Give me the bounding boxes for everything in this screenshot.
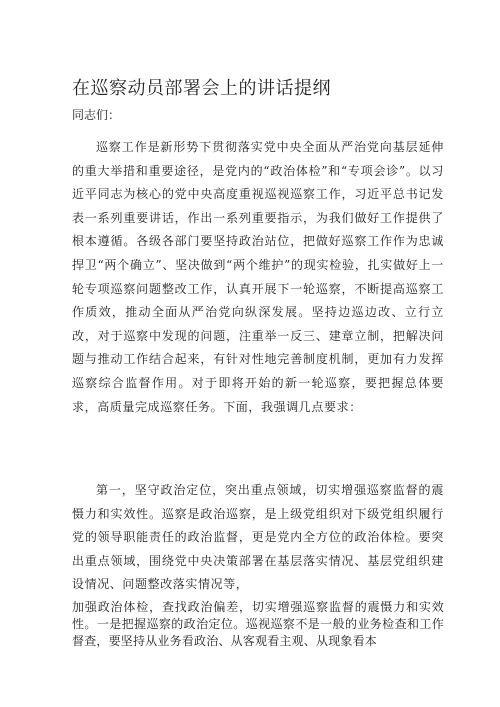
salutation: 同志们： [72, 108, 121, 122]
paragraph-intro: 巡察工作是新形势下贯彻落实党中央全面从严治党向基层延伸的重大举措和重要途径，是党内的“政治体检”和“专项会诊”。以习近平同志为核心的党中央高度重视巡视巡察工作，习近平总书记发表一系列重要讲话，作出一系列重要指示，为我们做好工作提供了根本遵循。各级各部门要坚持政治站位，把做好巡察工作作为忠诚捍卫“两个确立”、坚决做到“两个维护”的现实检验，扎实做好上一轮专项巡察问题整改工作，认真开展下一轮巡察，不断提高巡察工作质效，推动全面从严治党向纵深发展。坚持边巡边改、立行立改，对于巡察中发现的问题，注重举一反三、建章立制，把解决问题与推动工作结合起来，有针对性地完善制度机制，更加有力发挥巡察综合监督作用。对于即将开始的新一轮巡察，要把握总体要求，高质量完成巡察任务。下面，我强调几点要求： [72, 140, 444, 414]
document-title: 在巡察动员部署会上的讲话提纲 [72, 78, 331, 99]
paragraph-continued: 加强政治体检，查找政治偏差，切实增强巡察监督的震慑力和实效性。一是把握巡察的政治定位。巡视巡察不是一般的业务检查和工作督查，要坚持从业务看政治、从客观看主观、从现象看本 [72, 600, 444, 648]
paragraph-first-point: 第一，坚守政治定位，突出重点领域，切实增强巡察监督的震慑力和实效性。巡察是政治巡察，是上级党组织对下级党组织履行党的领导职能责任的政治监督，更是党内全方位的政治体检。要突出重点领域，围绕党中央决策部署在基层落实情况、基层党组织建设情况、问题整改落实情况等， [72, 483, 444, 592]
